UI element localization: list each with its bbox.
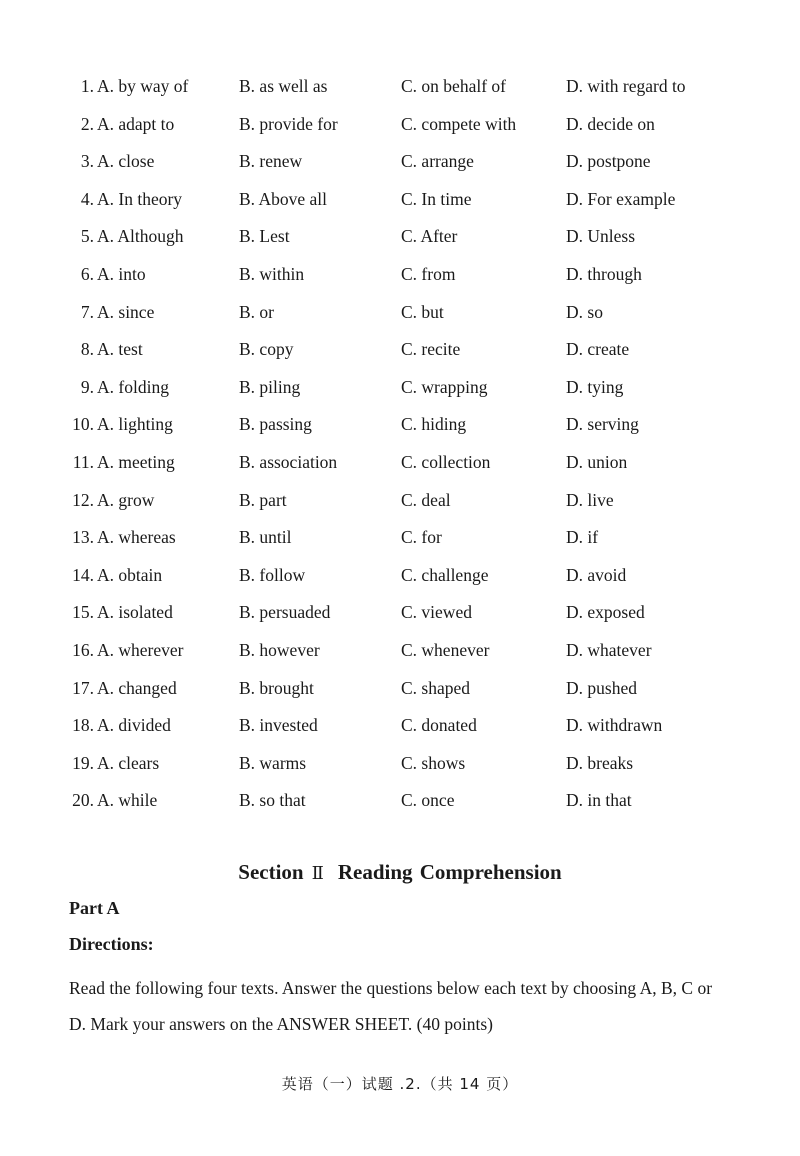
option-d: D. Unless [566, 226, 636, 247]
option-b: B. piling [239, 376, 301, 397]
option-a: A. meeting [97, 452, 175, 472]
option-a: A. obtain [97, 564, 163, 585]
option-a: A. Although [97, 226, 184, 247]
section-heading [0, 860, 800, 885]
option-a: A. changed [97, 677, 177, 698]
option-b: B. provide for [239, 113, 338, 134]
question-row [0, 377, 800, 407]
question-number: 17. [72, 677, 94, 698]
question-number: 3. [80, 151, 94, 172]
option-d: D. in that [566, 790, 632, 811]
option-d: D. postpone [566, 151, 651, 172]
question-row [0, 339, 800, 369]
option-a: A. test [97, 339, 143, 360]
option-b: B. renew [239, 151, 303, 172]
option-b: B. until [239, 527, 292, 548]
option-c: C. compete with [401, 113, 517, 134]
question-row [0, 414, 800, 444]
question-row [0, 640, 800, 670]
option-b: B. warms [239, 752, 307, 773]
option-b: B. however [239, 640, 320, 660]
section-title: Reading Comprehension [337, 860, 562, 884]
option-c: C. After [401, 226, 458, 247]
option-c: C. collection [401, 452, 491, 472]
option-b: B. copy [239, 339, 294, 360]
part-label: Part A [69, 898, 120, 918]
option-c: C. deal [401, 489, 451, 510]
option-a: A. wherever [97, 640, 184, 660]
question-number: 5. [80, 226, 94, 247]
option-d: D. avoid [566, 564, 627, 585]
option-a: A. clears [97, 752, 160, 773]
option-d: D. exposed [566, 602, 645, 623]
option-c: C. In time [401, 188, 472, 209]
directions-label: Directions: [69, 934, 154, 954]
option-d: D. through [566, 264, 642, 284]
option-a: A. while [97, 790, 158, 811]
question-number: 14. [72, 564, 94, 585]
option-b: B. Lest [239, 226, 290, 247]
question-number: 18. [72, 715, 94, 736]
option-a: A. since [97, 301, 155, 322]
question-number: 19. [72, 752, 94, 773]
question-row [0, 302, 800, 332]
question-number: 2. [80, 113, 94, 134]
option-d: D. breaks [566, 752, 634, 773]
option-c: C. shaped [401, 677, 471, 698]
question-row [0, 490, 800, 520]
question-row [0, 527, 800, 557]
question-number: 11. [72, 452, 94, 472]
option-d: D. live [566, 489, 614, 510]
option-d: D. decide on [566, 113, 655, 134]
option-a: A. In theory [97, 188, 183, 209]
question-number: 15. [72, 602, 94, 623]
option-c: C. hiding [401, 414, 467, 435]
question-number: 9. [80, 376, 94, 397]
option-d: D. with regard to [566, 76, 686, 96]
option-a: A. lighting [97, 414, 173, 435]
option-c: C. whenever [401, 640, 490, 660]
question-number: 13. [72, 527, 94, 548]
option-a: A. folding [97, 376, 169, 397]
option-b: B. brought [239, 677, 314, 698]
option-c: C. from [401, 264, 456, 284]
option-b: B. follow [239, 564, 306, 585]
option-a: A. grow [97, 489, 155, 510]
question-number: 12. [72, 489, 94, 510]
option-d: D. withdrawn [566, 715, 663, 736]
option-d: D. if [566, 527, 599, 548]
option-a: A. into [97, 264, 146, 284]
option-a: A. close [97, 151, 155, 172]
page-footer: 英语（一）试题 .2.（共 14 页） [281, 1075, 519, 1093]
option-b: B. Above all [239, 188, 327, 209]
option-c: C. once [401, 790, 455, 811]
option-c: C. wrapping [401, 376, 488, 397]
option-d: D. For example [566, 188, 676, 209]
question-row [0, 790, 800, 820]
option-b: B. or [239, 301, 274, 322]
option-a: A. whereas [97, 527, 176, 548]
question-row [0, 452, 800, 482]
question-number: 6. [80, 264, 94, 284]
option-b: B. within [239, 264, 305, 284]
section-numeral: Ⅱ [311, 863, 324, 883]
option-d: D. pushed [566, 677, 637, 698]
option-c: C. donated [401, 715, 477, 736]
option-a: A. isolated [97, 602, 173, 623]
option-b: B. invested [239, 715, 318, 736]
question-row [0, 114, 800, 144]
option-d: D. serving [566, 414, 639, 435]
option-b: B. persuaded [239, 602, 331, 623]
option-a: A. divided [97, 715, 171, 736]
section-label: Section [238, 860, 304, 884]
question-row [0, 753, 800, 783]
question-number: 8. [80, 339, 94, 360]
question-number: 1. [80, 76, 94, 96]
option-c: C. but [401, 301, 444, 322]
option-a: A. by way of [97, 76, 189, 96]
question-number: 10. [72, 414, 94, 435]
question-number: 16. [72, 640, 94, 660]
question-number: 4. [80, 188, 94, 209]
question-row [0, 151, 800, 181]
option-d: D. so [566, 301, 603, 322]
option-c: C. challenge [401, 564, 489, 585]
option-b: B. part [239, 489, 287, 510]
option-c: C. on behalf of [401, 76, 506, 96]
option-d: D. union [566, 452, 628, 472]
option-c: C. viewed [401, 602, 472, 623]
directions-text: Read the following four texts. Answer the questions below each text by choosing A, B, C or D. Mark your answers on the ANSWER SHEET. (40 points) [69, 978, 713, 1034]
question-row [0, 189, 800, 219]
question-row [0, 715, 800, 745]
option-c: C. recite [401, 339, 461, 360]
question-row [0, 602, 800, 632]
question-row [0, 76, 800, 106]
option-b: B. association [239, 452, 338, 472]
option-b: B. so that [239, 790, 306, 811]
question-row [0, 264, 800, 294]
question-row [0, 226, 800, 256]
question-row [0, 678, 800, 708]
option-a: A. adapt to [97, 113, 175, 134]
question-row [0, 565, 800, 595]
option-c: C. for [401, 527, 442, 548]
option-d: D. create [566, 339, 630, 360]
option-d: D. whatever [566, 640, 652, 660]
question-number: 20. [72, 790, 94, 811]
option-c: C. arrange [401, 151, 474, 172]
option-b: B. passing [239, 414, 312, 435]
option-c: C. shows [401, 752, 466, 773]
option-b: B. as well as [239, 76, 328, 96]
option-d: D. tying [566, 376, 624, 397]
question-number: 7. [80, 301, 94, 322]
